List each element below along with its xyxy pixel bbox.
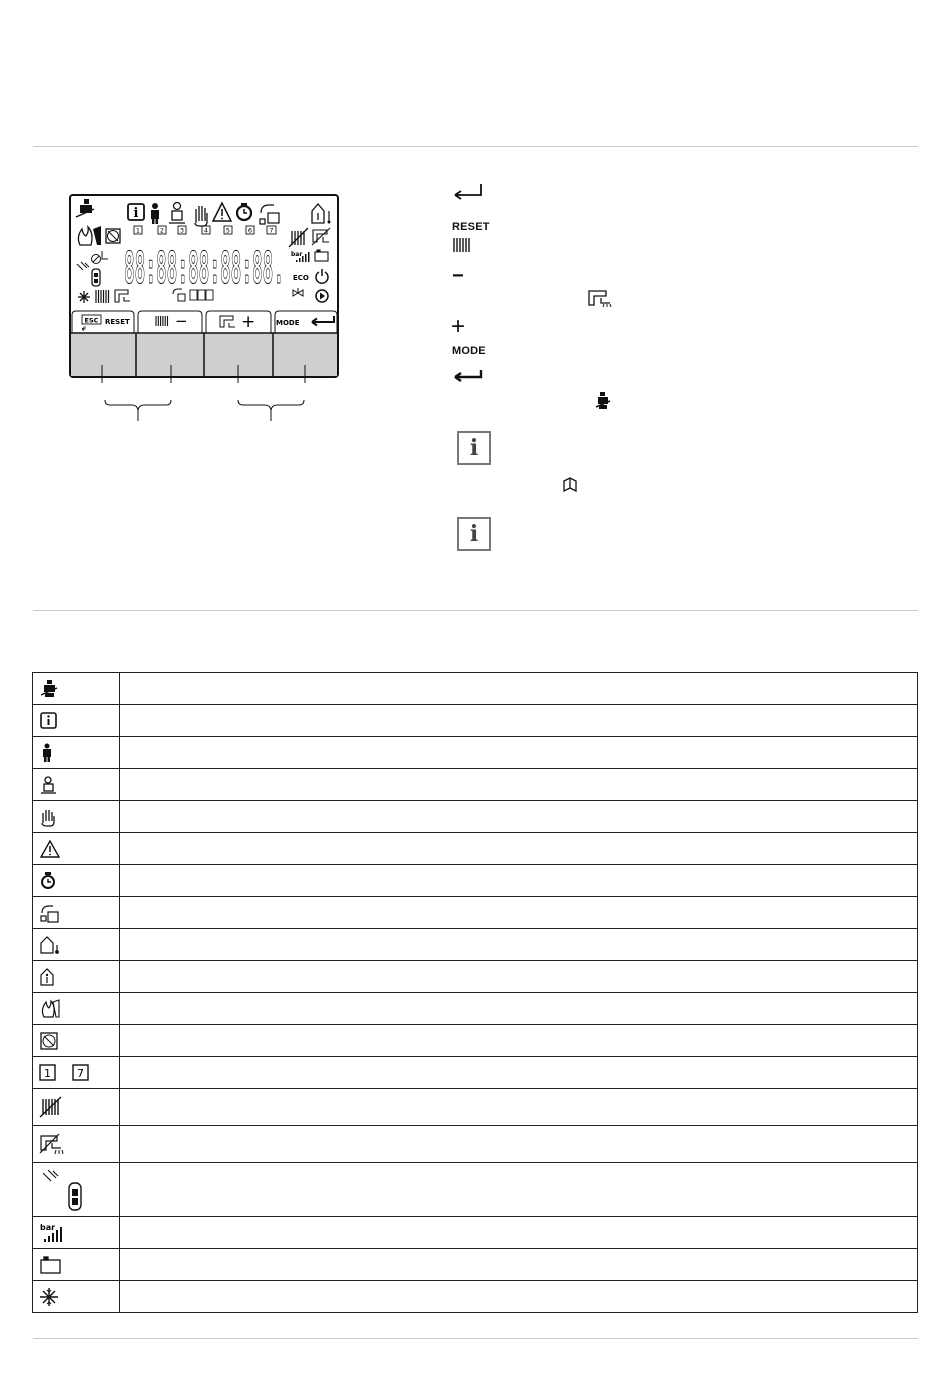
table-description-cell <box>120 929 918 961</box>
day-from-label: 1 <box>44 1066 51 1080</box>
day-number-5: 5 <box>225 226 231 235</box>
pressure-bar-label: bar <box>40 1222 56 1232</box>
table-row <box>33 801 918 833</box>
table-row <box>33 1025 918 1057</box>
table-row <box>33 1217 918 1249</box>
user-icon <box>33 737 120 769</box>
day-number-2: 2 <box>159 226 165 235</box>
key-dhw-plus[interactable] <box>205 334 272 375</box>
day-number-6: 6 <box>247 226 253 235</box>
heating-off-icon <box>33 1089 120 1126</box>
table-row <box>33 769 918 801</box>
table-row <box>33 1281 918 1313</box>
solar-tank-icon <box>33 1163 120 1217</box>
table-description-cell <box>120 1089 918 1126</box>
table-description-cell <box>120 801 918 833</box>
legend-manual-book-icon <box>562 477 578 493</box>
table-description-cell <box>120 737 918 769</box>
table-row <box>33 833 918 865</box>
legend-info-icon-1: i <box>457 431 491 465</box>
legend-chimney-sweep-icon <box>595 391 611 411</box>
control-panel-drawing <box>68 193 343 428</box>
table-row <box>33 1089 918 1126</box>
table-description-cell <box>120 897 918 929</box>
table-description-cell <box>120 1249 918 1281</box>
table-description-cell <box>120 961 918 993</box>
table-description-cell <box>120 1126 918 1163</box>
table-row <box>33 865 918 897</box>
day-number-3: 3 <box>179 226 185 235</box>
table-description-cell <box>120 673 918 705</box>
middle-divider <box>33 610 918 611</box>
table-row <box>33 897 918 929</box>
table-row <box>33 1126 918 1163</box>
bottom-divider <box>33 1338 918 1339</box>
timer-icon <box>33 865 120 897</box>
table-description-cell <box>120 993 918 1025</box>
frost-icon <box>33 1281 120 1313</box>
table-row <box>33 1249 918 1281</box>
mode-label: MODE <box>276 319 300 327</box>
bar-label: bar <box>291 251 303 258</box>
info-icon <box>33 705 120 737</box>
table-row <box>33 929 918 961</box>
table-description-cell <box>120 1057 918 1089</box>
control-panel <box>68 193 343 428</box>
table-description-cell <box>120 865 918 897</box>
legend-info-icon-2: i <box>457 517 491 551</box>
pressure-bar-icon <box>33 1217 120 1249</box>
table-description-cell <box>120 1163 918 1217</box>
table-description-cell <box>120 833 918 865</box>
day-numbers-icon <box>33 1057 120 1089</box>
legend-hot-water-tap-icon <box>587 288 615 308</box>
battery-icon <box>33 1249 120 1281</box>
table-row <box>33 1163 918 1217</box>
day-number-7: 7 <box>269 226 274 235</box>
chimney-sweep-icon <box>33 673 120 705</box>
key-esc-reset[interactable] <box>72 334 135 375</box>
key-heating-minus[interactable] <box>137 334 203 375</box>
table-description-cell <box>120 1217 918 1249</box>
pump-icon <box>33 1025 120 1057</box>
legend-reset-label: RESET <box>452 221 490 233</box>
hot-water-off-icon <box>33 1126 120 1163</box>
legend-plus-label: + <box>451 313 466 340</box>
manual-hand-icon <box>33 801 120 833</box>
legend-enter-icon-2 <box>452 368 484 384</box>
minus-label: − <box>175 312 188 330</box>
plus-label: + <box>241 312 256 332</box>
table-row <box>33 1057 918 1089</box>
table-row <box>33 737 918 769</box>
table-row <box>33 961 918 993</box>
legend-enter-icon-1 <box>452 182 484 202</box>
esc-label: ESC <box>84 316 99 325</box>
segment-display: 88:88:88:88:88. <box>124 243 284 294</box>
legend-mode-label: MODE <box>452 345 486 357</box>
hot-water-program-icon <box>33 897 120 929</box>
top-divider <box>33 146 918 147</box>
day-number-1: 1 <box>135 226 141 235</box>
flame-power-icon <box>33 993 120 1025</box>
day-number-4: 4 <box>203 226 209 235</box>
legend-radiator-icon <box>452 237 472 253</box>
legend-minus-label: − <box>452 265 464 287</box>
installer-icon <box>33 769 120 801</box>
table-description-cell <box>120 705 918 737</box>
house-temperature-icon <box>33 929 120 961</box>
day-to-label: 7 <box>77 1066 84 1080</box>
reset-label: RESET <box>105 318 130 326</box>
table-row <box>33 993 918 1025</box>
table-row <box>33 673 918 705</box>
table-description-cell <box>120 1025 918 1057</box>
table-description-cell <box>120 1281 918 1313</box>
table-description-cell <box>120 769 918 801</box>
symbols-table <box>32 672 918 1313</box>
eco-label: ECO <box>293 274 309 282</box>
info-letter: i <box>133 206 139 221</box>
house-info-icon <box>33 961 120 993</box>
warning-icon <box>33 833 120 865</box>
key-mode-enter[interactable] <box>274 334 337 375</box>
table-row <box>33 705 918 737</box>
